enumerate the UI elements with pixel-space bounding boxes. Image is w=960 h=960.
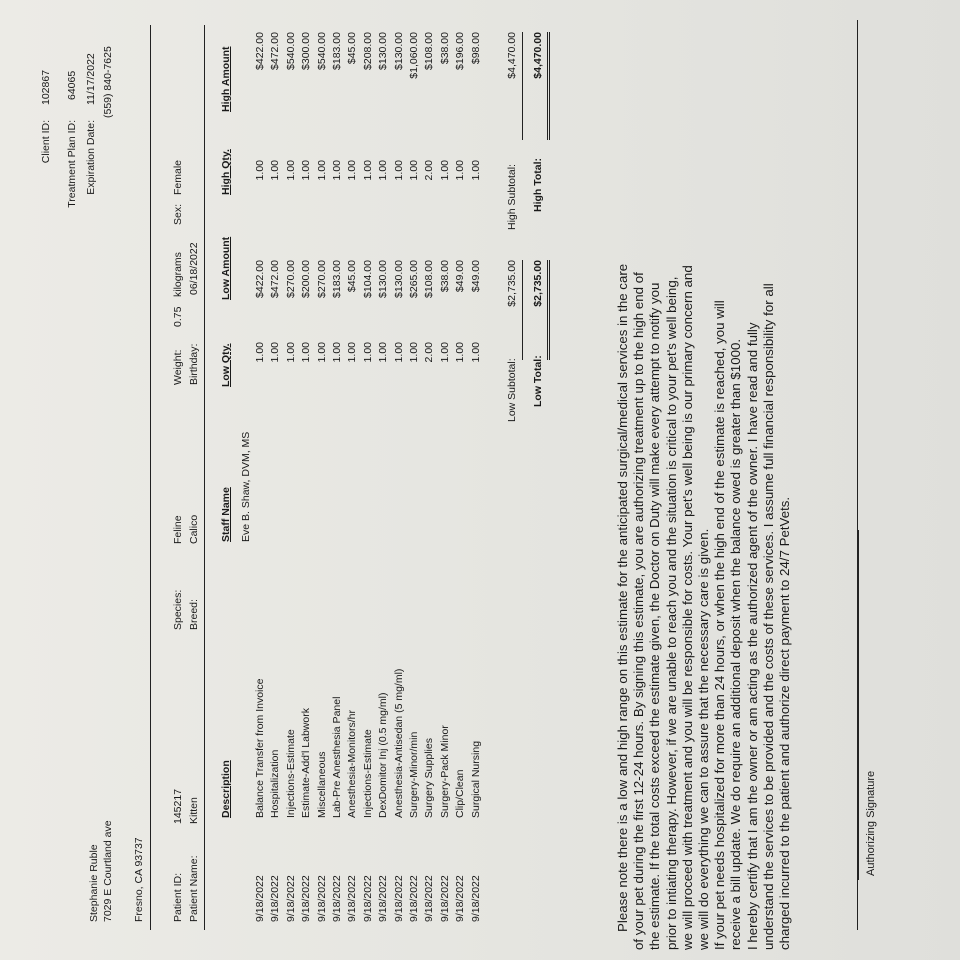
cell-high-qty: 1.00 — [269, 160, 282, 181]
cell-low-qty: 1.00 — [377, 342, 390, 363]
weight: 0.75 — [172, 306, 184, 327]
col-low-amount: Low Amount — [220, 236, 232, 300]
cell-high-qty: 1.00 — [300, 160, 313, 181]
cell-high-qty: 1.00 — [361, 160, 374, 181]
signature-line — [858, 530, 859, 880]
cell-date: 9/18/2022 — [377, 875, 390, 922]
plan-id: 64065 — [66, 70, 78, 100]
col-high-qty: High Qty. — [220, 149, 232, 195]
cell-high-amount: $130.00 — [392, 32, 405, 70]
sex-label: Sex: — [172, 203, 184, 225]
cell-date: 9/18/2022 — [454, 875, 467, 922]
client-address: 7029 E Courtland ave — [102, 820, 114, 922]
cell-low-qty: 1.00 — [469, 342, 482, 363]
cell-date: 9/18/2022 — [438, 875, 451, 922]
species-label: Species: — [172, 589, 184, 630]
note-line: of your pet during the first 12-24 hours. By signing this estimate, you are authorizing treatment up to the high end of — [631, 272, 647, 950]
cell-high-qty: 1.00 — [392, 160, 405, 181]
cell-low-qty: 1.00 — [408, 342, 420, 363]
cell-low-qty: 1.00 — [346, 342, 359, 363]
divider-patient — [204, 25, 205, 930]
cell-high-amount: $98.00 — [469, 32, 482, 65]
cell-high-qty: 1.00 — [469, 160, 482, 181]
cell-low-amount: $183.00 — [331, 260, 343, 298]
cell-high-amount: $45.00 — [346, 32, 359, 65]
cell-high-amount: $472.00 — [269, 32, 282, 70]
note-line: I hereby certify that I am the owner or am acting as the authorized agent of the owner. I have read and fully — [744, 322, 760, 950]
expiration-date: 11/17/2022 — [85, 53, 97, 105]
cell-high-qty: 1.00 — [315, 160, 328, 181]
cell-low-qty: 1.00 — [284, 342, 297, 363]
cell-date: 9/18/2022 — [254, 875, 266, 922]
cell-high-amount: $300.00 — [300, 32, 313, 70]
cell-high-amount: $422.00 — [254, 32, 266, 70]
patient-id: 145217 — [172, 788, 184, 824]
cell-date: 9/18/2022 — [423, 875, 436, 922]
cell-description: Hospitalization — [269, 749, 282, 818]
cell-low-amount: $38.00 — [438, 260, 451, 293]
authorization-note — [615, 0, 793, 950]
note-line: we will proceed with treatment and you will be responsible for costs. Your pet's well being is our primary concern and — [679, 265, 695, 950]
low-total-double-rule — [547, 260, 550, 360]
cell-description: Lab-Pre Anesthesia Panel — [331, 696, 343, 818]
patient-name: Kitten — [188, 797, 200, 824]
cell-low-amount: $108.00 — [423, 260, 436, 298]
high-total-double-rule — [547, 32, 550, 140]
cell-low-amount: $130.00 — [377, 260, 390, 298]
low-total: $2,735.00 — [532, 260, 544, 307]
cell-low-qty: 1.00 — [254, 342, 266, 363]
patient-name-label: Patient Name: — [188, 855, 200, 922]
cell-low-amount: $270.00 — [315, 260, 328, 298]
cell-high-amount: $196.00 — [454, 32, 467, 70]
client-name: Stephanie Ruble — [88, 844, 100, 922]
cell-date: 9/18/2022 — [315, 875, 328, 922]
plan-id-label: Treatment Plan ID: — [66, 120, 78, 208]
note-line: charged incurred to the patient and authorize direct payment to 24/7 PetVets. — [777, 496, 793, 950]
high-total-rule — [522, 32, 523, 140]
cell-description: Anesthesia-Monitors/hr — [346, 710, 359, 818]
note-line: If your pet needs hospitalized for more than 24 hours, or when the high end of the estimate is reached, you will — [712, 300, 728, 950]
cell-high-qty: 1.00 — [284, 160, 297, 181]
cell-low-amount: $45.00 — [346, 260, 359, 293]
cell-high-qty: 1.00 — [438, 160, 451, 181]
cell-high-amount: $208.00 — [361, 32, 374, 70]
weight-unit: kilograms — [172, 252, 184, 297]
cell-description: Injections-Estimate — [361, 729, 374, 818]
cell-description: Injections-Estimate — [284, 729, 297, 818]
patient-id-label: Patient ID: — [172, 872, 184, 922]
birthday: 06/18/2022 — [188, 242, 200, 295]
col-high-amount: High Amount — [220, 46, 232, 112]
cell-date: 9/18/2022 — [269, 875, 282, 922]
weight-label: Weight: — [172, 349, 184, 385]
cell-low-amount: $200.00 — [300, 260, 313, 298]
note-line: prior to intiating therapy. However, if we are unable to reach you and the situation is critical to your pet's well being, — [663, 276, 679, 950]
cell-description: Estimate-Add'l Labwork — [300, 708, 313, 818]
cell-high-qty: 1.00 — [331, 160, 343, 181]
cell-low-qty: 1.00 — [361, 342, 374, 363]
cell-high-amount: $1,060.00 — [408, 32, 420, 79]
cell-high-qty: 1.00 — [454, 160, 467, 181]
signature-label: Authorizing Signature — [865, 770, 877, 876]
cell-high-amount: $540.00 — [315, 32, 328, 70]
cell-high-qty: 1.00 — [408, 160, 420, 181]
client-id-label: Client ID: — [40, 120, 52, 164]
high-total-label: High Total: — [532, 157, 544, 212]
cell-description: Surgery-Minor/min — [408, 731, 420, 818]
cell-high-amount: $108.00 — [423, 32, 436, 70]
cell-low-amount: $422.00 — [254, 260, 266, 298]
cell-low-qty: 1.00 — [438, 342, 451, 363]
high-total: $4,470.00 — [532, 32, 544, 79]
client-phone: (559) 840-7625 — [102, 46, 114, 118]
divider-top — [150, 25, 151, 930]
cell-high-qty: 1.00 — [254, 160, 266, 181]
cell-description: Surgery Supplies — [423, 738, 436, 818]
high-subtotal-label: High Subtotal: — [506, 164, 518, 230]
cell-date: 9/18/2022 — [331, 875, 343, 922]
staff-name: Eve B. Shaw, DVM, MS — [240, 431, 252, 542]
note-line: Please note there is a low and high range on this estimate for the anticipated surgical/medical services in the care — [615, 263, 630, 932]
low-total-rule — [522, 260, 523, 360]
cell-low-qty: 1.00 — [454, 342, 467, 363]
client-id: 102867 — [40, 69, 52, 105]
sex: Female — [172, 159, 184, 195]
cell-description: Clip/Clean — [454, 769, 467, 818]
col-low-qty: Low Qty. — [220, 343, 232, 387]
cell-high-amount: $130.00 — [377, 32, 390, 70]
cell-high-qty: 2.00 — [423, 160, 436, 181]
cell-date: 9/18/2022 — [469, 875, 482, 922]
expiration-label: Expiration Date: — [85, 120, 97, 195]
cell-date: 9/18/2022 — [284, 875, 297, 922]
cell-low-amount: $49.00 — [469, 260, 482, 293]
cell-low-qty: 2.00 — [423, 342, 436, 363]
cell-description: Surgery-Pack Minor — [438, 725, 451, 818]
note-line: understand the services to be provided and the costs of these services. I assume full financial responsibility for all — [760, 283, 776, 950]
cell-date: 9/18/2022 — [392, 875, 405, 922]
cell-high-amount: $183.00 — [331, 32, 343, 70]
cell-low-qty: 1.00 — [392, 342, 405, 363]
cell-date: 9/18/2022 — [300, 875, 313, 922]
note-line: receive a bill update. We do require an additional deposit when the balance owed is greater than $1000. — [728, 338, 744, 950]
cell-low-qty: 1.00 — [269, 342, 282, 363]
cell-date: 9/18/2022 — [346, 875, 359, 922]
cell-low-amount: $472.00 — [269, 260, 282, 298]
cell-description: Balance Transfer from Invoice — [254, 678, 266, 818]
col-description: Description — [220, 760, 232, 818]
cell-low-amount: $130.00 — [392, 260, 405, 298]
species: Feline — [172, 515, 184, 544]
cell-high-qty: 1.00 — [346, 160, 359, 181]
note-line: we will do everything we can to assure that the necessary care is given. — [696, 528, 712, 950]
birthday-label: Birthday: — [188, 343, 200, 385]
cell-description: Anesthesia-Antisedan (5 mg/ml) — [392, 668, 405, 818]
high-subtotal: $4,470.00 — [506, 32, 518, 79]
low-subtotal-label: Low Subtotal: — [506, 358, 518, 422]
cell-description: DexDomitor Inj (0.5 mg/ml) — [377, 692, 390, 818]
note-line: the estimate. If the total costs exceed the estimate given, the Doctor on Duty will make every attempt to notify you — [647, 282, 663, 950]
breed: Calico — [188, 514, 200, 544]
cell-low-amount: $270.00 — [284, 260, 297, 298]
breed-label: Breed: — [188, 599, 200, 630]
cell-date: 9/18/2022 — [408, 875, 420, 922]
cell-description: Surgical Nursing — [469, 740, 482, 818]
cell-date: 9/18/2022 — [361, 875, 374, 922]
cell-low-qty: 1.00 — [315, 342, 328, 363]
low-total-label: Low Total: — [532, 355, 544, 407]
cell-low-qty: 1.00 — [300, 342, 313, 363]
cell-low-amount: $104.00 — [361, 260, 374, 298]
cell-low-qty: 1.00 — [331, 342, 343, 363]
cell-low-amount: $265.00 — [408, 260, 420, 298]
cell-high-amount: $38.00 — [438, 32, 451, 65]
cell-description: Miscellaneous — [315, 751, 328, 818]
low-subtotal: $2,735.00 — [506, 260, 518, 307]
cell-low-amount: $49.00 — [454, 260, 467, 293]
cell-high-qty: 1.00 — [377, 160, 390, 181]
col-staff: Staff Name — [220, 487, 232, 542]
client-city: Fresno, CA 93737 — [133, 837, 145, 922]
cell-high-amount: $540.00 — [284, 32, 297, 70]
